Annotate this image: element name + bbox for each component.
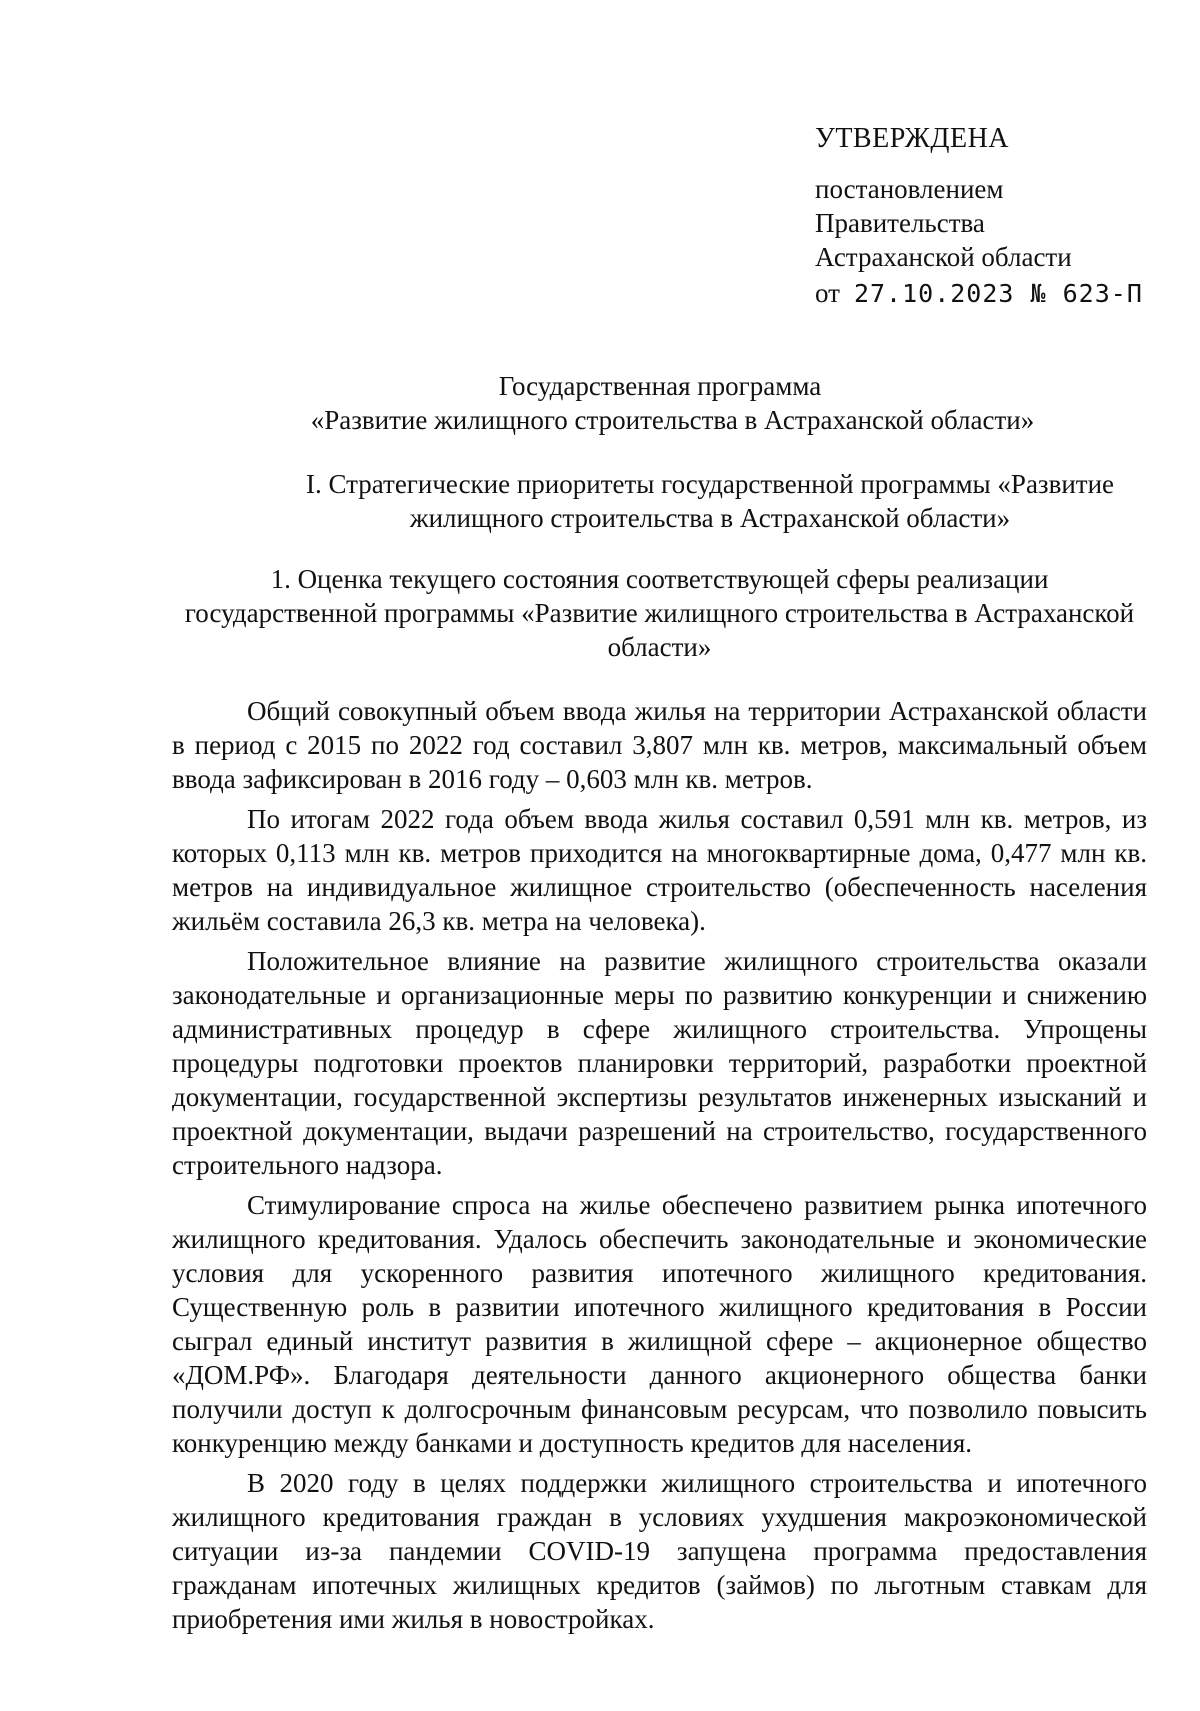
section-heading: I. Стратегические приоритеты государственной программы «Развитие жилищного строительства в Астраханской области» [305, 469, 1115, 533]
paragraph-2022-results: По итогам 2022 года объем ввода жилья составил 0,591 млн кв. метров, из которых 0,113 млн кв. метров приходится на многоквартирные дома, 0,477 млн кв. метров на индивидуальное жилищное строительство (обеспеченность населения жильём составила 26,3 кв. метра на человека). [172, 804, 1147, 936]
body-text [172, 694, 1147, 1636]
paragraph-housing-volume: Общий совокупный объем ввода жилья на территории Астраханской области в период с 2015 по 2022 год составил 3,807 млн кв. метров, максимальный объем ввода зафиксирован в 2016 году – 0,603 млн кв. метров. [172, 696, 1147, 794]
paragraph-covid-program: В 2020 году в целях поддержки жилищного строительства и ипотечного жилищного кредитования граждан в условиях ухудшения макроэкономической ситуации из-за пандемии COVID-19 запущена программа предоставления гражданам ипотечных жилищных кредитов (займов) по льготным ставкам для приобретения ими жилья в новостройках. [172, 1468, 1147, 1634]
approval-line-resolution: постановлением [815, 174, 1004, 204]
approval-line-region: Астраханской области [815, 242, 1072, 272]
approval-date-prefix: от [815, 278, 840, 308]
approval-date-number: 27.10.2023 № 623-П [853, 279, 1143, 308]
paragraph-mortgage-demand: Стимулирование спроса на жилье обеспечено развитием рынка ипотечного жилищного кредитования. Удалось обеспечить законодательные и экономические условия для ускоренного развития ипотечного жилищного кредитования. Существенную роль в развитии ипотечного жилищного кредитования в России сыграл единый институт развития в жилищной сфере – акционерное общество «ДОМ.РФ». Благодаря деятельности данного акционерного общества банки получили доступ к долгосрочным финансовым ресурсам, что позволило повысить конкуренцию между банками и доступность кредитов для населения. [172, 1190, 1147, 1458]
approval-stamp-block [815, 122, 1175, 311]
program-title-line2: «Развитие жилищного строительства в Астраханской области» [310, 405, 1035, 435]
subsection-heading: 1. Оценка текущего состояния соответствующей сферы реализации государственной программы «Развитие жилищного строительства в Астраханской области» [184, 564, 1135, 662]
approval-heading: УТВЕРЖДЕНА [815, 123, 1010, 154]
approval-line-government: Правительства [815, 208, 985, 238]
program-title-line1: Государственная программа [498, 371, 822, 401]
paragraph-legislative-measures: Положительное влияние на развитие жилищного строительства оказали законодательные и организационные меры по развитию конкуренции и снижению административных процедур в сфере жилищного строительства. Упрощены процедуры подготовки проектов планировки территорий, разработки проектной документации, государственной экспертизы результатов инженерных изысканий и проектной документации, выдачи разрешений на строительство, государственного строительного надзора. [172, 946, 1147, 1180]
approval-date-line [815, 276, 1175, 311]
program-title [175, 369, 1145, 437]
